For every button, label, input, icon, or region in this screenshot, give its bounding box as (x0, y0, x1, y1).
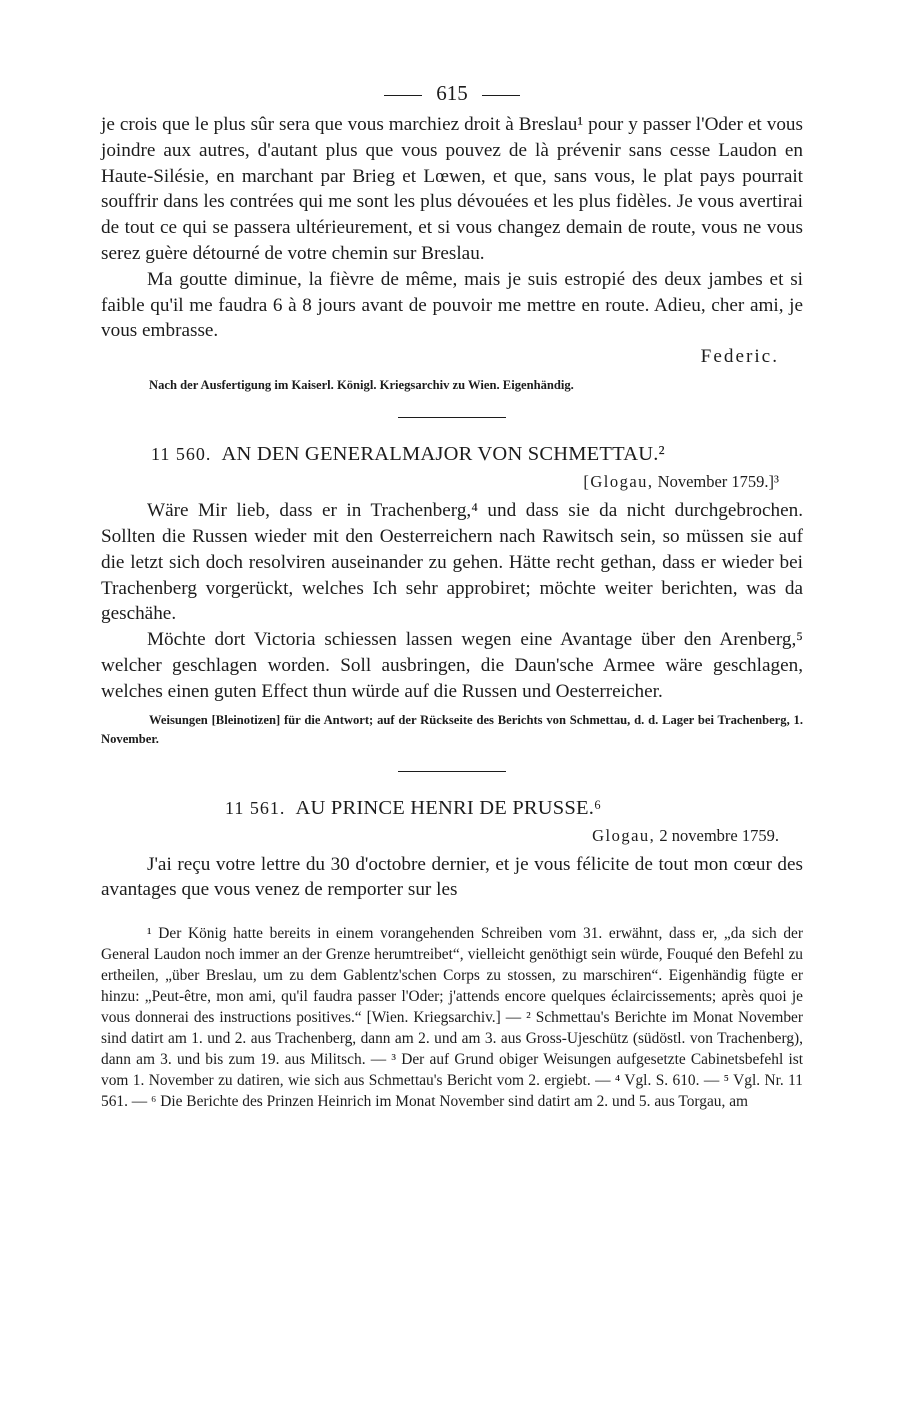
source-note: Nach der Ausfertigung im Kaiserl. Königl. Kriegsarchiv zu Wien. Eigenhändig. (149, 378, 574, 393)
header-dash-left (384, 95, 422, 96)
letter-body (101, 498, 803, 704)
page (101, 78, 803, 1112)
letter-heading (151, 440, 803, 468)
header-dash-right (482, 95, 520, 96)
paragraph: je crois que le plus sûr sera que vous marchiez droit à Breslau¹ pour y passer l'Oder et vous joindre aux autres, d'autant plus que vous pouvez de là prévenir sans cesse Laudon en Haute-Silésie, en marchant par Brieg et Lœwen, et que, sans vous, le plat pays pourrait souffrir dans les contrées qui me sont les plus dévouées et les plus fidèles. Je vous avertirai de tout ce qui se passera ultérieurement, et si vous changez demain de route, vous ne vous serez guère détourné de votre chemin sur Breslau. (101, 114, 803, 264)
letter-title: AU PRINCE HENRI DE PRUSSE.⁶ (295, 796, 602, 819)
dateline (101, 470, 779, 493)
page-number: 615 (436, 81, 468, 105)
page-header (101, 78, 803, 108)
paragraph: J'ai reçu votre lettre du 30 d'octobre dernier, et je vous félicite de tout mon cœur des avantages que vous venez de remporter sur les (101, 853, 803, 901)
date-text: 2 novembre 1759. (659, 825, 779, 845)
letter-number: 11 561. (225, 797, 286, 818)
section-divider (398, 771, 506, 772)
letter-title: AN DEN GENERALMAJOR VON SCHMETTAU.² (221, 443, 665, 466)
dateline (101, 824, 779, 847)
date-place: Glogau, (592, 825, 656, 845)
date-text: November 1759.]³ (657, 472, 779, 492)
letter-body (101, 852, 803, 904)
signature: Federic. (700, 346, 779, 368)
section-divider (398, 417, 506, 418)
date-place: [Glogau, (583, 472, 654, 492)
source-note: Weisungen [Bleinotizen] für die Antwort; auf der Rückseite des Berichts von Schmettau, d. d. Lager bei Trachenberg, 1. November. (101, 712, 803, 746)
paragraph: Wäre Mir lieb, dass er in Trachenberg,⁴ und dass sie da nicht durchgebrochen. Sollten die Russen wieder mit den Oesterreichern nach Rawitsch sein, so müssen sie auf die letzt sich doch resolviren auseinander zu gehen. Hätte recht gethan, dass er wieder bei Trachenberg vorgerückt, welches Ich sehr approbiret; möchte weiter berichten, was da geschähe. (101, 500, 803, 625)
footnotes (101, 923, 803, 1112)
footnote-text: ¹ Der König hatte bereits in einem vorangehenden Schreiben vom 31. erwähnt, dass er, „da sich der General Laudon noch immer an der Grenze herumtreibet“, vielleicht genöthigt sein würde, Fouqué den Befehl zu ertheilen, „über Breslau, um zu dem Gablentz'schen Corps zu stossen, zu marschiren“. Eigenhändig fügte er hinzu: „Peut-être, mon ami, qu'il faudra passer l'Oder; j'attends encore quelques éclaircissements; après quoi je vous donnerai des instructions positives.“ [Wien. Kriegsarchiv.] — ² Schmettau's Berichte im Monat November sind datirt am 1. und 2. aus Trachenberg, dann am 2. und am 3. aus Gross-Ujeschütz (südöstl. von Trachenberg), dann am 3. und bis zum 19. aus Militsch. — ³ Der auf Grund obiger Weisungen aufgesetzte Cabinetsbefehl ist vom 1. November zu datiren, wie sich aus Schmettau's Bericht vom 2. ergiebt. — ⁴ Vgl. S. 610. — ⁵ Vgl. Nr. 11 561. — ⁶ Die Berichte des Prinzen Heinrich im Monat November sind datirt am 2. und 5. aus Torgau, am (101, 925, 803, 1111)
paragraph: Ma goutte diminue, la fièvre de même, mais je suis estropié des deux jambes et si faible qu'il me faudra 6 à 8 jours avant de pouvoir me mettre en route. Adieu, cher ami, je vous embrasse. (101, 268, 803, 342)
letter-continuation (101, 112, 803, 344)
letter-number: 11 560. (151, 444, 212, 465)
paragraph: Möchte dort Victoria schiessen lassen wegen eine Avantage über den Arenberg,⁵ welcher geschlagen worden. Soll ausbringen, die Daun'sche Armee wäre geschlagen, welches einen guten Effect thun würde auf die Russen und Oesterreicher. (101, 629, 803, 702)
letter-heading (225, 794, 803, 822)
